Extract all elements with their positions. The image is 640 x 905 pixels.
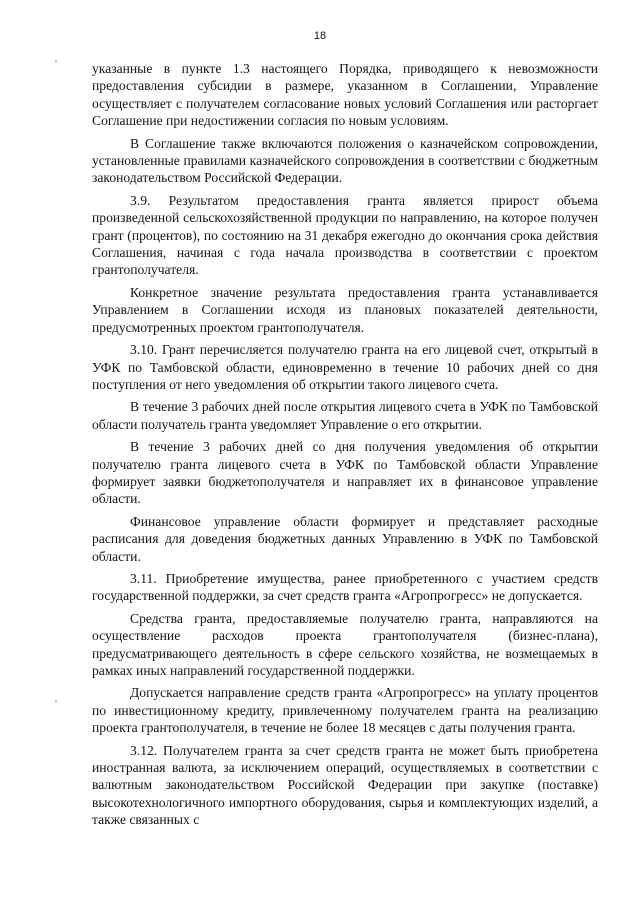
paragraph: 3.11. Приобретение имущества, ранее приобретенного с участием средств государственной поддержки, за счет средств гранта «Агропрогресс» не допускается. — [92, 570, 598, 604]
paragraph: В Соглашение также включаются положения о казначейском сопровождении, установленные правилами казначейского сопровождения в соответствии с бюджетным законодательством Российской Федерации. — [92, 135, 598, 186]
page-number: 18 — [313, 30, 327, 42]
paragraph: Допускается направление средств гранта «Агропрогресс» на уплату процентов по инвестиционному кредиту, привлеченному получателем гранта на реализацию проекта грантополучателя, в течение не более 18 месяцев с даты получения гранта. — [92, 685, 598, 736]
paragraph: 3.12. Получателем гранта за счет средств гранта не может быть приобретена иностранная валюта, за исключением операций, осуществляемых в соответствии с валютным законодательством Российской Федерации при закупке (поставке) высокотехнологичного импортного оборудования, сырья и комплектующих изделий, а также связанных с — [92, 742, 598, 828]
scan-speck — [55, 700, 57, 702]
paragraph: В течение 3 рабочих дней после открытия лицевого счета в УФК по Тамбовской области получатель гранта уведомляет Управление о его открытии. — [92, 399, 598, 432]
paragraph: Средства гранта, предоставляемые получателю гранта, направляются на осуществление расходов проекта грантополучателя (бизнес-плана), предусматривающего деятельность в сфере сельского хозяйства, не возмещаемых в рамках иных направлений государственной поддержки. — [92, 610, 598, 678]
scan-speck — [55, 60, 57, 62]
paragraph: В течение 3 рабочих дней со дня получения уведомления об открытии получателю гранта лицевого счета в УФК по Тамбовской области Управление формирует заявки бюджетополучателя и направляет их в финансовое управление области. — [92, 439, 598, 507]
paragraph: Финансовое управление области формирует и представляет расходные расписания для доведения бюджетных данных Управлению в УФК по Тамбовской области. — [92, 513, 598, 564]
paragraph: 3.9. Результатом предоставления гранта является прирост объема произведенной сельскохозяйственной продукции по направлению, на которое получен грант (процентов), по состоянию на 31 декабря ежегодно до окончания срока действия Соглашения, начиная с года начала производства в соответствии с проектом грантополучателя. — [92, 192, 598, 278]
paragraph: 3.10. Грант перечисляется получателю гранта на его лицевой счет, открытый в УФК по Тамбовской области, единовременно в течение 10 рабочих дней со дня поступления от него уведомления об открытии такого лицевого счета. — [92, 342, 598, 392]
document-body — [92, 60, 598, 834]
paragraph: Конкретное значение результата предоставления гранта устанавливается Управлением в Соглашении исходя из плановых показателей деятельности, предусмотренных проектом грантополучателя. — [92, 284, 598, 335]
paragraph: указанные в пункте 1.3 настоящего Порядка, приводящего к невозможности предоставления субсидии в размере, указанном в Соглашении, Управление осуществляет с получателем согласование новых условий Соглашения или расторгает Соглашение при недостижении согласия по новым условиям. — [92, 61, 598, 129]
